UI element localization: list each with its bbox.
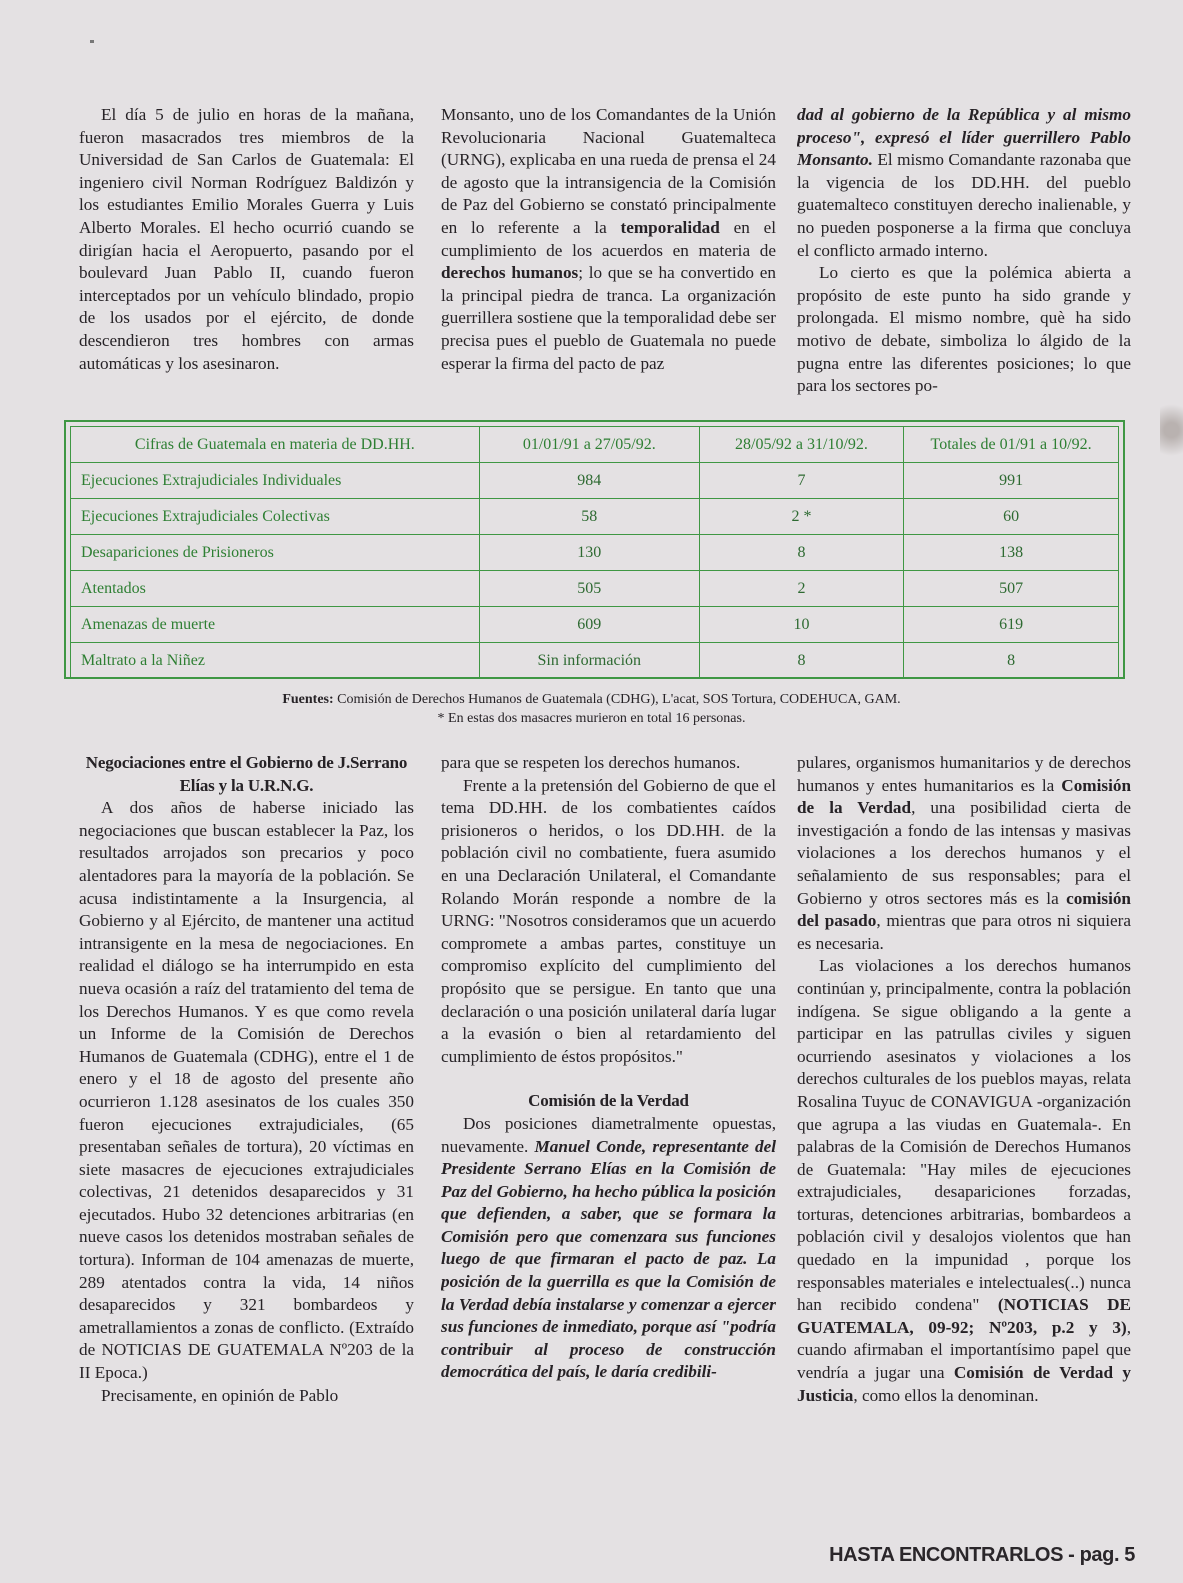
table-row — [71, 535, 1119, 571]
section-heading: Negociaciones entre el Gobierno de J.Serrano Elías y la U.R.N.G. — [85, 753, 408, 795]
table-cell: Ejecuciones Extrajudiciales Colectivas — [71, 499, 480, 535]
paragraph: Monsanto, uno de los Comandantes de la Unión Revolucionaria Nacional Guatemalteca (URNG), explicaba en una rueda de prensa el 24 de agosto que la intransigencia de la Comisión de Paz del Gobierno se constató principalmente en lo referente a la temporalidad en el cumplimiento de los acuerdos en materia de derechos humanos; lo que se ha convertido en la principal piedra de tranca. La organización guerrillera sostiene que la temporalidad debe ser precisa pues el pueblo de Guatemala no puede esperar la firma del pacto de paz — [441, 105, 776, 373]
table-footnote: * En estas dos masacres murieron en total 16 personas. — [437, 711, 746, 726]
sources-line: Fuentes: Comisión de Derechos Humanos de Guatemala (CDHG), L'acat, SOS Tortura, CODEHUCA, GAM. — [282, 692, 901, 707]
table-row — [71, 607, 1119, 643]
bottom-column-2 — [441, 752, 776, 1487]
table-header-row — [71, 427, 1119, 463]
table-row — [71, 643, 1119, 679]
table-cell: Atentados — [71, 571, 480, 607]
paragraph: A dos años de haberse iniciado las negociaciones que buscan establecer la Paz, los resultados arrojados son precarios y poco alentadores para la mayoría de la población. Se acusa indistintamente a la Insurgencia, al Gobierno y al Ejército, de mantener una actitud intransigente en la mesa de negociaciones. En realidad el diálogo se ha interrumpido en esta nueva ocasión a raíz del tratamiento del tema de los Derechos Humanos. Y es que como revela un Informe de la Comisión de Derechos Humanos de Guatemala (CDHG), entre el 1 de enero y el 18 de agosto del presente año ocurrieron 1.128 asesinatos de los cuales 350 fueron ejecuciones extrajudiciales, (65 presentaban señales de tortura), 20 víctimas en siete masacres de ejecuciones extrajudiciales colectivas, 21 detenidos desaparecidos y 31 ejecutados. Hubo 32 detenciones arbitrarias (en nueve casos los detenidos mostraban señales de tortura). Informan de 104 amenazas de muerte, 289 atentados contra la vida, 14 niños desaparecidos y 321 bombardeos y ametrallamientos a zonas de conflicto. (Extraído de NOTICIAS DE GUATEMALA Nº203 de la II Epoca.) — [79, 798, 414, 1383]
table-row — [71, 571, 1119, 607]
quote-emphasis: Manuel Conde, representante del Presidente Serrano Elías en la Comisión de Paz del Gobierno, ha hecho pública la posición que defienden, a saber, que se formara la Comisión pero que comenzara sus funciones luego de que firmaran el pacto de paz. La posición de la guerrilla es que la Comisión de la Verdad debía instalarse y comenzar a ejercer sus funciones de inmediato, porque así "podría contribuir al proceso de construcción democrática del país, le daría credibili- — [441, 1136, 776, 1382]
table-sources — [0, 690, 1183, 728]
table-cell: Maltrato a la Niñez — [71, 643, 480, 679]
table-cell: 7 — [699, 463, 903, 499]
paragraph: Lo cierto es que la polémica abierta a propósito de este punto ha sido grande y prolongada. El mismo nombre, què ha sido motivo de debate, simboliza lo álgido de la pugna entre las diferentes posiciones; lo que para los sectores po- — [797, 263, 1131, 396]
table-cell: 58 — [479, 499, 699, 535]
table-cell: 2 * — [699, 499, 903, 535]
table-cell: 8 — [699, 643, 903, 679]
table-cell: 130 — [479, 535, 699, 571]
table-cell: 8 — [699, 535, 903, 571]
paragraph: Dos posiciones diametralmente opuestas, nuevamente. Manuel Conde, representante del Presidente Serrano Elías en la Comisión de Paz del Gobierno, ha hecho pública la posición que defienden, a saber, que se formara la Comisión pero que comenzara sus funciones luego de que firmaran el pacto de paz. La posición de la guerrilla es que la Comisión de la Verdad debía instalarse y comenzar a ejercer sus funciones de inmediato, porque así "podría contribuir al proceso de construcción democrática del país, le daría credibili- — [441, 1113, 776, 1382]
emphasis-temporalidad: temporalidad — [620, 217, 720, 237]
table-header: Cifras de Guatemala en materia de DD.HH. — [71, 427, 480, 463]
stats-table — [70, 426, 1119, 679]
table-cell: Desapariciones de Prisioneros — [71, 535, 480, 571]
page-footer: HASTA ENCONTRARLOS - pag. 5 — [829, 1544, 1135, 1566]
table-cell: 60 — [904, 499, 1119, 535]
table-cell: 10 — [699, 607, 903, 643]
table-header: 01/01/91 a 27/05/92. — [479, 427, 699, 463]
paragraph: Frente a la pretensión del Gobierno de que el tema DD.HH. de los combatientes caídos prisioneros o heridos, o los DD.HH. de la población civil no combatiente, fuera asumido en una Declaración Unilateral, el Comandante Rolando Morán responde a nombre de la URNG: "Nosotros consideramos que un acuerdo compromete a ambas partes, constituye un compromiso explícito del cumplimiento del propósito que se persigue. En tanto que una declaración o una posición unilateral daría lugar a la evasión o bien al retardamiento del cumplimiento de éstos propósitos." — [441, 775, 776, 1066]
page-edge-stain — [1160, 395, 1183, 465]
table-header: Totales de 01/91 a 10/92. — [904, 427, 1119, 463]
top-column-1 — [79, 104, 414, 416]
table-cell: 609 — [479, 607, 699, 643]
print-speck — [90, 40, 94, 43]
table-cell: 984 — [479, 463, 699, 499]
table-cell: Ejecuciones Extrajudiciales Individuales — [71, 463, 480, 499]
bottom-column-3 — [797, 752, 1131, 1487]
table-cell: Amenazas de muerte — [71, 607, 480, 643]
paragraph: Precisamente, en opinión de Pablo — [101, 1385, 339, 1405]
table-cell: 2 — [699, 571, 903, 607]
quote-emphasis: dad al gobierno de la República y al mismo proceso", expresó el líder guerrillero Pablo Monsanto. — [797, 105, 1131, 170]
table-cell: 619 — [904, 607, 1119, 643]
table-cell: 507 — [904, 571, 1119, 607]
bottom-column-1 — [79, 752, 414, 1487]
table-cell: 138 — [904, 535, 1119, 571]
table-header: 28/05/92 a 31/10/92. — [699, 427, 903, 463]
table-row — [71, 463, 1119, 499]
paragraph: El día 5 de julio en horas de la mañana, fueron masacrados tres miembros de la Universidad de San Carlos de Guatemala: El ingeniero civil Norman Rodríguez Baldizón y los estudiantes Emilio Morales Guerra y Luis Alberto Morales. El hecho ocurrió cuando se dirigían hacia el Aeropuerto, pasando por el boulevard Juan Pablo II, cuando fueron interceptados por un vehículo blindado, propio de los usados por el ejército, de donde descendieron tres hombres con armas automáticas y los asesinaron. — [79, 105, 414, 373]
paragraph: Las violaciones a los derechos humanos continúan y, principalmente, contra la población indígena. Se sigue obligando a la gente a participar en las patrullas civiles y siguen ocurriendo asesinatos y violaciones a los derechos culturales de los pueblos mayas, relata Rosalina Tuyuc de CONAVIGUA -organización que agrupa a las viudas en Guatemala-. En palabras de la Comisión de Derechos Humanos de Guatemala: "Hay miles de ejecuciones extrajudiciales, desapariciones forzadas, torturas, detenciones arbitrarias, bombardeos a población civil y desalojos violentos que han quedado en la impunidad , porque los responsables materiales e intelectuales(..) nunca han recibido condena" (NOTICIAS DE GUATEMALA, 09-92; Nº203, p.2 y 3), cuando afirmaban el importantísimo papel que vendría a jugar una Comisión de Verdad y Justicia, como ellos la denominan. — [797, 956, 1131, 1405]
table-cell: 991 — [904, 463, 1119, 499]
emphasis-derechos-humanos: derechos humanos — [441, 263, 579, 283]
paragraph: pulares, organismos humanitarios y de derechos humanos y entes humanitarios es la Comisión de la Verdad, una posibilidad cierta de investigación a fondo de las intensas y masivas violaciones a los derechos humanos y el señalamiento de sus responsables; para el Gobierno y otros sectores más es la comisión del pasado, mientras que para otros ni siquiera es necesaria. — [797, 753, 1131, 953]
table-cell: 505 — [479, 571, 699, 607]
top-column-2 — [441, 104, 776, 416]
paragraph: para que se respeten los derechos humanos. — [441, 753, 741, 772]
section-heading: Comisión de la Verdad — [528, 1091, 689, 1111]
table-cell: Sin información — [479, 643, 699, 679]
table-row — [71, 499, 1119, 535]
table-cell: 8 — [904, 643, 1119, 679]
top-column-3 — [797, 104, 1131, 416]
paragraph: dad al gobierno de la República y al mismo proceso", expresó el líder guerrillero Pablo Monsanto. El mismo Comandante razonaba que la vigencia de los DD.HH. del pueblo guatemalteco constituyen derecho inalienable, y no pueden posponerse a la firma que concluya el conflicto armado interno. — [797, 105, 1131, 260]
human-rights-table — [64, 420, 1125, 679]
